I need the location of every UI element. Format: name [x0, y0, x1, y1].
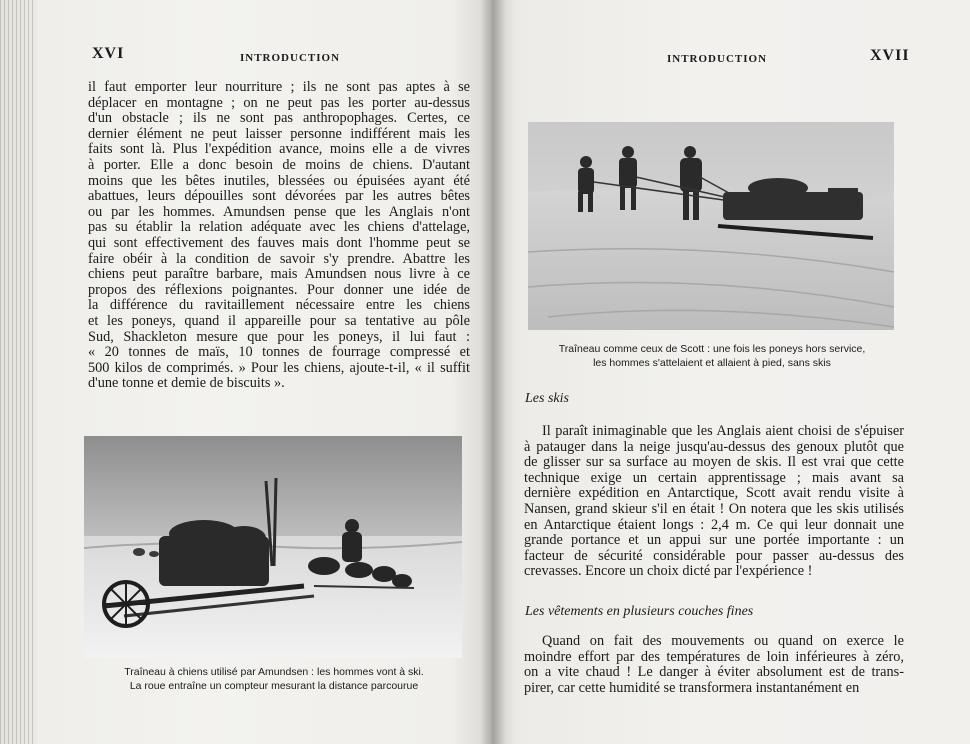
- body-line: dernière expédition en Antarctique, Scott avait rendu visite à: [524, 485, 904, 502]
- body-line: pas su établir la relation adéquate avec les chiens d'attelage,: [88, 219, 470, 236]
- scott-figure-caption: [528, 342, 896, 370]
- body-line: d'une tonne et demie de biscuits ».: [88, 375, 285, 392]
- left-running-head: INTRODUCTION: [240, 52, 341, 64]
- section-heading-clothing: Les vêtements en plusieurs couches fines: [525, 604, 754, 619]
- body-line: 500 kilos de comprimés. » Pour les chiens, ajoute-t-il, « il suffit: [88, 359, 470, 376]
- scott-man-hauling-photo: [528, 122, 894, 330]
- body-line: Il paraît inimaginable que les Anglais aient choisi de s'épuiser: [542, 423, 904, 439]
- body-line: technique exige un certain apprentissage ; mais avant sa: [524, 469, 904, 486]
- page-edges: [0, 0, 34, 744]
- caption-line: Traîneau à chiens utilisé par Amundsen : les hommes vont à ski.: [124, 666, 424, 678]
- body-line: « 20 tonnes de maïs, 10 tonnes de fourrage compressé et: [88, 344, 470, 361]
- caption-line: La roue entraîne un compteur mesurant la distance parcourue: [129, 680, 419, 692]
- body-line: d'un obstacle ; ils ne sont pas anthropophages. Certes, ce: [88, 110, 470, 127]
- body-line: qui sont effectivement des fauves mais dont l'homme peut se: [88, 234, 470, 251]
- caption-line: Traîneau comme ceux de Scott : une fois les poneys hors service,: [558, 343, 866, 355]
- body-line: moindre effort par des températures de loin inférieures à zéro,: [524, 648, 904, 665]
- skis-paragraph: [524, 424, 904, 580]
- body-line: à patauger dans la neige jusqu'au-dessus des genoux plutôt que: [524, 438, 904, 455]
- body-line: on a vite chaud ! Le danger à éviter absolument est de trans-: [524, 664, 904, 681]
- amundsen-dog-sled-photo: [84, 436, 462, 658]
- body-line: moins que les bêtes inutiles, blessées ou épuisées ayant été: [88, 172, 470, 189]
- body-line: Quand on fait des mouvements ou quand on exerce le: [542, 633, 904, 649]
- body-line: à porter. Elle a donc besoin de moins de chiens. D'autant: [88, 156, 470, 173]
- section-heading-skis: Les skis: [525, 391, 569, 406]
- book-gutter: [480, 0, 506, 744]
- body-line: faits sont là. Plus l'expédition avance, moins elle a de vivres: [88, 141, 470, 158]
- body-line: crevasses. Encore un choix dicté par l'expérience !: [524, 563, 813, 580]
- left-page-number: XVI: [92, 45, 125, 62]
- body-line: abattues, leurs dépouilles sont dévorées par les autres bêtes: [88, 188, 470, 205]
- body-line: faire obéir à la condition de savoir s'y prendre. Abattre les: [88, 250, 470, 267]
- body-line: déplacer en montagne ; on ne peut pas les porter au-dessus: [88, 94, 470, 111]
- right-page-number: XVII: [870, 47, 910, 64]
- body-line: Sud, Shackleton mesure que pour les poneys, il lui faut :: [88, 328, 470, 345]
- right-running-head: INTRODUCTION: [667, 53, 768, 65]
- body-line: grande portance et un appui sur une portée importante : un: [524, 532, 904, 549]
- body-line: ou par les hommes. Amundsen pense que les Anglais n'ont: [88, 203, 470, 220]
- body-line: propos des réflexions poignantes. Pour donner une idée de: [88, 281, 470, 298]
- body-line: il faut emporter leur nourriture ; ils ne sont pas aptes à se: [88, 79, 470, 95]
- right-page: [492, 0, 970, 744]
- body-line: dernier élément ne peut laisser personne indifférent mais les: [88, 125, 470, 142]
- body-line: de glisser sur sa surface au moyen de skis. Il est vrai que cette: [524, 454, 904, 471]
- left-body-text: [88, 80, 470, 392]
- body-line: facteur de sécurité considérable pour passer au-dessus des: [524, 547, 904, 564]
- show-through-text: [88, 382, 468, 398]
- body-line: et les poneys, quand il appareille pour sa tentative au pôle: [88, 312, 470, 329]
- body-line: pirer, car cette humidité se transformera instantanément en: [524, 679, 860, 696]
- body-line: Nansen, grand skieur s'il en était ! On notera que les skis utilisés: [524, 500, 904, 517]
- body-line: chiens peut paraître barbare, mais Amundsen nous livre à ce: [88, 266, 470, 283]
- body-line: en Antarctique étaient longs : 2,4 m. Ce qui leur donnait une: [524, 516, 904, 533]
- amundsen-figure-caption: [98, 665, 450, 693]
- caption-line: les hommes s'attelaient et allaient à pied, sans skis: [593, 357, 831, 369]
- clothing-paragraph: [524, 634, 904, 696]
- body-line: la différence du ravitaillement nécessaire entre les chiens: [88, 297, 470, 314]
